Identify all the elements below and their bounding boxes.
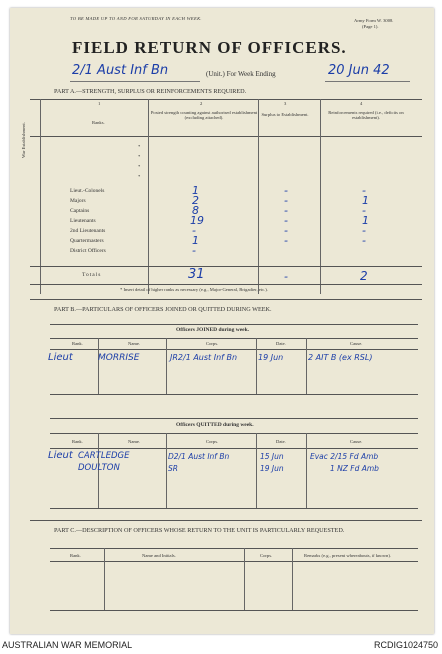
- unit-underline: [70, 81, 200, 82]
- col-number-2: 2: [200, 101, 203, 106]
- star-marker-3: *: [138, 164, 141, 169]
- quitted-row-2-name: DOULTON: [78, 463, 120, 473]
- joined-row-1-date: 19 Jun: [258, 353, 284, 362]
- part-c-vline-1: [104, 548, 105, 610]
- quitted-row-2-cause: 1 NZ Fd Amb: [330, 464, 379, 473]
- joined-col-name: Name.: [128, 341, 141, 346]
- part-a-header-rule: [30, 136, 422, 137]
- reinf-quartermasters: -: [362, 234, 366, 247]
- part-c-box-top: [50, 548, 418, 549]
- part-a-vline-2: [148, 99, 149, 294]
- footer-source: AUSTRALIAN WAR MEMORIAL: [2, 640, 133, 650]
- joined-row-1-rank: Lieut: [48, 352, 73, 363]
- rank-captains: Captains: [70, 208, 90, 214]
- army-form-number: Army Form W. 3008.: [354, 18, 394, 23]
- unit-handwritten: 2/1 Aust Inf Bn: [72, 63, 169, 78]
- joined-heading: Officers JOINED during week.: [176, 327, 250, 333]
- joined-row-1-corps: JR2/1 Aust Inf Bn: [170, 353, 238, 362]
- footer-record-id: RCDIG1024750: [373, 640, 438, 650]
- totals-top-rule: [30, 266, 422, 267]
- star-marker-1: *: [138, 144, 141, 149]
- date-underline: [325, 81, 410, 82]
- col-header-surplus: Surplus to Establishment.: [261, 112, 309, 117]
- posted-quartermasters: 1: [192, 234, 199, 247]
- col-header-establishment: War Establishment.: [21, 122, 26, 158]
- reinf-lieut-colonels: -: [362, 184, 366, 197]
- quitted-heading-rule: [50, 433, 418, 434]
- joined-vline-2: [166, 338, 167, 394]
- part-c-col-rank: Rank.: [70, 553, 81, 558]
- page-number: (Page 1).: [362, 24, 379, 29]
- quitted-col-rank: Rank.: [72, 439, 83, 444]
- part-c-box-bottom: [50, 610, 418, 611]
- joined-vline-1: [98, 338, 99, 394]
- part-b-top-rule: [30, 299, 422, 300]
- part-c-col-remarks: Remarks (e.g., present whereabouts, if known).: [304, 553, 392, 558]
- col-header-ranks: Ranks.: [92, 120, 105, 125]
- posted-lieut-colonels: 1: [192, 184, 199, 197]
- quitted-vline-3: [256, 433, 257, 508]
- rank-district-officers: District Officers: [70, 248, 106, 254]
- unit-label: (Unit.) For Week Ending: [206, 70, 276, 78]
- archive-footer: [0, 636, 442, 654]
- reinf-2nd-lieutenants: -: [362, 224, 366, 237]
- part-a-vline-1: [40, 99, 41, 294]
- part-c-top-rule: [30, 520, 422, 521]
- surplus-2nd-lieutenants: -: [284, 224, 288, 237]
- rank-2nd-lieutenants: 2nd Lieutenants: [70, 228, 106, 234]
- part-c-vline-2: [244, 548, 245, 610]
- joined-box-bottom: [50, 394, 418, 395]
- quitted-col-rule: [50, 448, 418, 449]
- totals-label: Totals: [82, 272, 102, 278]
- posted-captains: 8: [192, 204, 199, 217]
- part-c-col-corps: Corps.: [260, 553, 273, 558]
- part-a-footnote: * Insert detail of higher ranks as necessary (e.g., Major-General, Brigadier, etc.).: [120, 287, 268, 292]
- surplus-captains: -: [284, 204, 288, 217]
- quitted-col-name: Name.: [128, 439, 141, 444]
- quitted-heading: Officers QUITTED during week.: [176, 422, 254, 428]
- quitted-row-1-cause: Evac 2/15 Fd Amb: [310, 452, 379, 461]
- joined-box-top: [50, 324, 418, 325]
- totals-bottom-rule: [30, 284, 422, 285]
- part-c-vline-3: [292, 548, 293, 610]
- col-number-3: 3: [284, 101, 287, 106]
- part-c-heading: PART C.—DESCRIPTION OF OFFICERS WHOSE RETURN TO THE UNIT IS PARTICULARLY REQUESTED.: [54, 527, 345, 534]
- quitted-box-bottom: [50, 508, 418, 509]
- quitted-vline-2: [166, 433, 167, 508]
- quitted-col-corps: Corps.: [206, 439, 219, 444]
- col-header-posted: Posted strength counting against authorised establishment (excluding attached).: [150, 110, 258, 120]
- part-a-vline-4: [320, 99, 321, 294]
- quitted-col-date: Date.: [276, 439, 286, 444]
- star-marker-2: *: [138, 154, 141, 159]
- joined-col-date: Date.: [276, 341, 286, 346]
- joined-row-1-name: MORRISE: [98, 353, 140, 363]
- joined-col-rule: [50, 349, 418, 350]
- total-surplus: -: [284, 270, 288, 283]
- reinf-majors: 1: [362, 194, 369, 207]
- posted-lieutenants: 19: [190, 214, 204, 227]
- joined-col-cause: Cause.: [350, 341, 363, 346]
- part-a-vline-3: [258, 99, 259, 294]
- part-a-heading: PART A.—STRENGTH, SURPLUS OR REINFORCEMENTS REQUIRED.: [54, 88, 247, 95]
- col-number-4: 4: [360, 101, 363, 106]
- total-reinforcements: 2: [360, 269, 368, 283]
- part-b-heading: PART B.—PARTICULARS OF OFFICERS JOINED OR QUITTED DURING WEEK.: [54, 306, 272, 313]
- part-c-col-rule: [50, 561, 418, 562]
- surplus-majors: -: [284, 194, 288, 207]
- document-page: [10, 8, 434, 634]
- joined-col-corps: Corps.: [206, 341, 219, 346]
- joined-vline-4: [306, 338, 307, 394]
- rank-lieut-colonels: Lieut.-Colonels: [70, 188, 105, 194]
- surplus-lieutenants: -: [284, 214, 288, 227]
- posted-district-officers: -: [192, 244, 196, 257]
- quitted-row-1-date: 15 Jun: [260, 452, 284, 461]
- joined-col-rank: Rank.: [72, 341, 83, 346]
- quitted-row-1-name: CARTLEDGE: [78, 451, 130, 461]
- quitted-row-2-date: 19 Jun: [260, 464, 284, 473]
- quitted-col-cause: Cause.: [350, 439, 363, 444]
- joined-row-1-cause: 2 AIT B (ex RSL): [308, 353, 373, 362]
- quitted-row-1-rank: Lieut: [48, 450, 73, 461]
- rank-quartermasters: Quartermasters: [70, 238, 104, 244]
- quitted-vline-4: [306, 433, 307, 508]
- joined-vline-3: [256, 338, 257, 394]
- rank-majors: Majors: [70, 198, 86, 204]
- quitted-box-top: [50, 418, 418, 419]
- rank-lieutenants: Lieutenants: [70, 218, 96, 224]
- total-posted: 31: [188, 267, 205, 282]
- part-a-top-rule: [30, 99, 422, 100]
- reinf-lieutenants: 1: [362, 214, 369, 227]
- quitted-row-1-corps: D2/1 Aust Inf Bn: [168, 452, 230, 461]
- joined-heading-rule: [50, 338, 418, 339]
- top-instruction: TO BE MADE UP TO AND FOR SATURDAY IN EACH WEEK.: [70, 16, 202, 21]
- form-title: FIELD RETURN OF OFFICERS.: [72, 38, 347, 57]
- week-ending-date: 20 Jun 42: [328, 63, 390, 78]
- col-number-1: 1: [98, 101, 101, 106]
- surplus-quartermasters: -: [284, 234, 288, 247]
- reinf-captains: -: [362, 204, 366, 217]
- col-header-reinforcements: Reinforcements required (i.e., deficits on establishment).: [328, 110, 404, 120]
- quitted-row-2-corps: SR: [168, 464, 178, 473]
- posted-2nd-lieutenants: -: [192, 224, 196, 237]
- surplus-lieut-colonels: -: [284, 184, 288, 197]
- star-marker-4: *: [138, 174, 141, 179]
- part-c-col-name: Name and Initials.: [142, 553, 176, 558]
- posted-majors: 2: [192, 194, 199, 207]
